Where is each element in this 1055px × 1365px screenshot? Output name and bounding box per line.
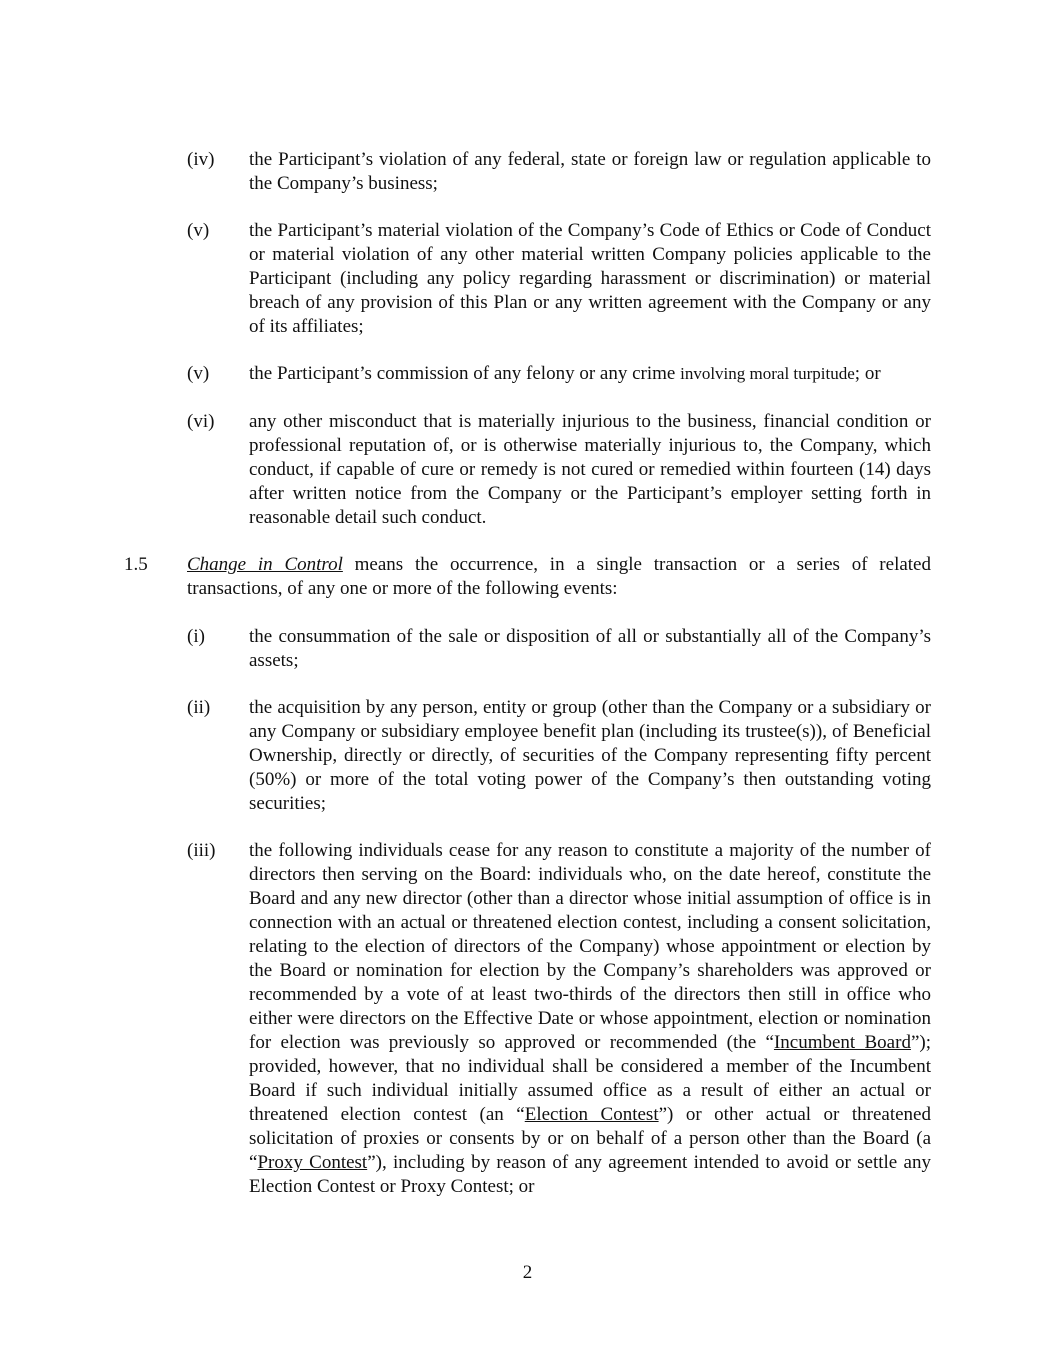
clause-text: the acquisition by any person, entity or group (other than the Company or a subsidiary or any Company or subsidiary employee benefit plan (including its trustee(s)), of Beneficial Ownership, directly or directly, of securities of the Company representing fifty percent (50%) or more of the total voting power of the Company’s then outstanding voting securities; — [249, 697, 931, 814]
clause-number: (v) — [187, 363, 210, 384]
section-text — [187, 553, 931, 601]
clause-text-part: ; or — [854, 363, 881, 384]
clause-text: the Participant’s material violation of the Company’s Code of Ethics or Code of Conduct or material violation of any other material written Company policies applicable to the Participant (including any policy regarding harassment or discrimination) or material breach of any provision of this Plan or any written agreement with the Company or any of its affiliates; — [249, 220, 931, 337]
defined-term-change-in-control: Change in Control — [187, 554, 343, 575]
clause-v-policy-violation — [187, 219, 931, 339]
defined-term-proxy-contest: Proxy Contest — [257, 1152, 368, 1173]
clause-v-felony — [187, 362, 931, 386]
clause-text-small-part: involving moral turpitude — [680, 364, 855, 383]
section-number: 1.5 — [124, 554, 148, 575]
clause-number: (iii) — [187, 840, 216, 861]
clause-number: (ii) — [187, 697, 211, 718]
clause-text-part: ”), including by reason of any agreement intended to avoid or settle any Election Contest or Proxy Contest; or — [249, 1152, 931, 1197]
clause-text: the Participant’s violation of any federal, state or foreign law or regulation applicable to the Company’s business; — [249, 149, 931, 194]
clause-text: the consummation of the sale or disposition of all or substantially all of the Company’s assets; — [249, 626, 931, 671]
clause-text-part: the Participant’s commission of any felony or any crime — [249, 363, 681, 384]
clause-text — [249, 362, 931, 386]
section-1-5 — [124, 553, 931, 601]
clause-text-part: the following individuals cease for any reason to constitute a majority of the number of directors then serving on the Board: individuals who, on the date hereof, constitute the Board and any new director (other than a director whose initial assumption of office is in connection with an actual or threatened election contest, including a consent solicitation, relating to the election of directors of the Company) whose appointment or election by the Board or nomination for election by the Company’s shareholders was approved or recommended by a vote of at least two-thirds of the directors then still in office who either were directors on the Effective Date or whose appointment, election or nomination for election was previously so approved or recommended (the “ — [249, 840, 931, 1053]
section-text-part: means the occurrence, in a single transaction or a series of related transactions, of any one or more of the following events: — [187, 554, 931, 599]
clause-number: (vi) — [187, 411, 215, 432]
clause-number: (i) — [187, 626, 205, 647]
defined-term-election-contest: Election Contest — [524, 1104, 659, 1125]
clause-vi — [187, 410, 931, 530]
subclause-iii — [187, 839, 931, 1199]
subclause-ii — [187, 696, 931, 816]
clause-number: (iv) — [187, 149, 215, 170]
clause-iv — [187, 148, 931, 196]
clause-text: any other misconduct that is materially injurious to the business, financial condition or professional reputation of, or is otherwise materially injurious to, the Company, which conduct, if capable of cure or remedy is not cured or remedied within fourteen (14) days after written notice from the Company or the Participant’s employer setting forth in reasonable detail such conduct. — [249, 411, 931, 528]
subclause-i — [187, 625, 931, 673]
clause-text-part: ”); provided, however, that no individual shall be considered a member of the Incumbent Board if such individual initially assumed office as a result of either an actual or threatened election contest (an “ — [249, 1032, 931, 1125]
page-number: 2 — [522, 1262, 533, 1283]
clause-number: (v) — [187, 220, 210, 241]
clause-text-part: ”) or other actual or threatened solicitation of proxies or consents by or on behalf of a person other than the Board (a “ — [249, 1104, 931, 1173]
defined-term-incumbent-board: Incumbent Board — [773, 1032, 911, 1053]
clause-text — [249, 839, 931, 1199]
